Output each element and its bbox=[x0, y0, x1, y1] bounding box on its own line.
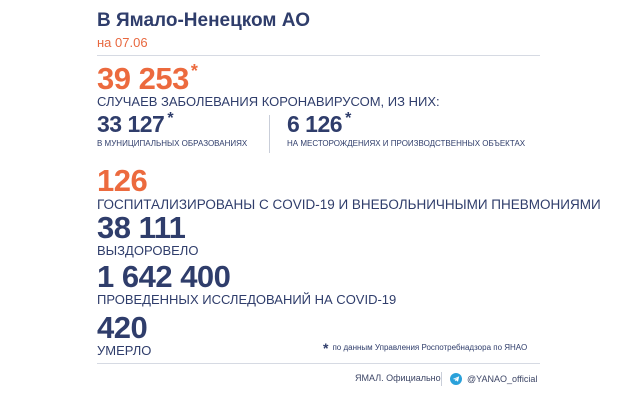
deposit-cases-asterisk: * bbox=[345, 110, 352, 127]
telegram-icon bbox=[450, 373, 462, 385]
deposit-cases-value: 6 126 bbox=[287, 111, 343, 137]
municipal-cases-block bbox=[97, 110, 248, 148]
footnote-asterisk: * bbox=[323, 340, 329, 356]
deposit-cases-block bbox=[287, 110, 526, 148]
recovered-label: ВЫЗДОРОВЕЛО bbox=[97, 243, 199, 258]
municipal-cases-value: 33 127 bbox=[97, 111, 165, 137]
hospitalized-label: ГОСПИТАЛИЗИРОВАНЫ С COVID-19 И ВНЕБОЛЬНИЧНЫМИ ПНЕВМОНИЯМИ bbox=[97, 197, 601, 212]
recovered-value: 38 111 bbox=[97, 210, 186, 245]
report-date: на 07.06 bbox=[97, 35, 148, 50]
deaths-label: УМЕРЛО bbox=[97, 343, 152, 358]
municipal-cases-label: В МУНИЦИПАЛЬНЫХ ОБРАЗОВАНИЯХ bbox=[97, 139, 248, 148]
hospitalized-block bbox=[97, 165, 601, 213]
page-title: В Ямало-Ненецком АО bbox=[97, 10, 310, 31]
total-cases-value: 39 253 bbox=[97, 61, 189, 96]
footnote-text: по данным Управления Роспотребнадзора по ЯНАО bbox=[332, 343, 528, 352]
municipal-cases-asterisk: * bbox=[167, 110, 174, 127]
deposit-cases-label: НА МЕСТОРОЖДЕНИЯХ И ПРОИЗВОДСТВЕННЫХ ОБЪЕКТАХ bbox=[287, 139, 526, 148]
footer-brand: ЯМАЛ. Официально bbox=[355, 373, 441, 383]
total-cases-asterisk: * bbox=[190, 61, 198, 81]
total-cases-label: СЛУЧАЕВ ЗАБОЛЕВАНИЯ КОРОНАВИРУСОМ, ИЗ НИХ: bbox=[97, 94, 440, 109]
footer-social[interactable] bbox=[450, 373, 537, 385]
tests-value: 1 642 400 bbox=[97, 259, 231, 294]
footnote bbox=[323, 340, 527, 356]
tests-label: ПРОВЕДЕННЫХ ИССЛЕДОВАНИЙ НА COVID-19 bbox=[97, 292, 397, 307]
footer-separator bbox=[441, 372, 442, 386]
deaths-value: 420 bbox=[97, 310, 148, 345]
top-divider bbox=[97, 55, 540, 56]
header bbox=[97, 10, 310, 50]
tests-block bbox=[97, 261, 396, 308]
hospitalized-value: 126 bbox=[97, 163, 148, 198]
telegram-handle[interactable]: @YANAO_official bbox=[467, 374, 538, 384]
bottom-divider bbox=[97, 363, 540, 364]
total-cases-block bbox=[97, 63, 440, 110]
vertical-divider bbox=[269, 115, 270, 153]
recovered-block bbox=[97, 212, 198, 259]
deaths-block bbox=[97, 312, 151, 359]
